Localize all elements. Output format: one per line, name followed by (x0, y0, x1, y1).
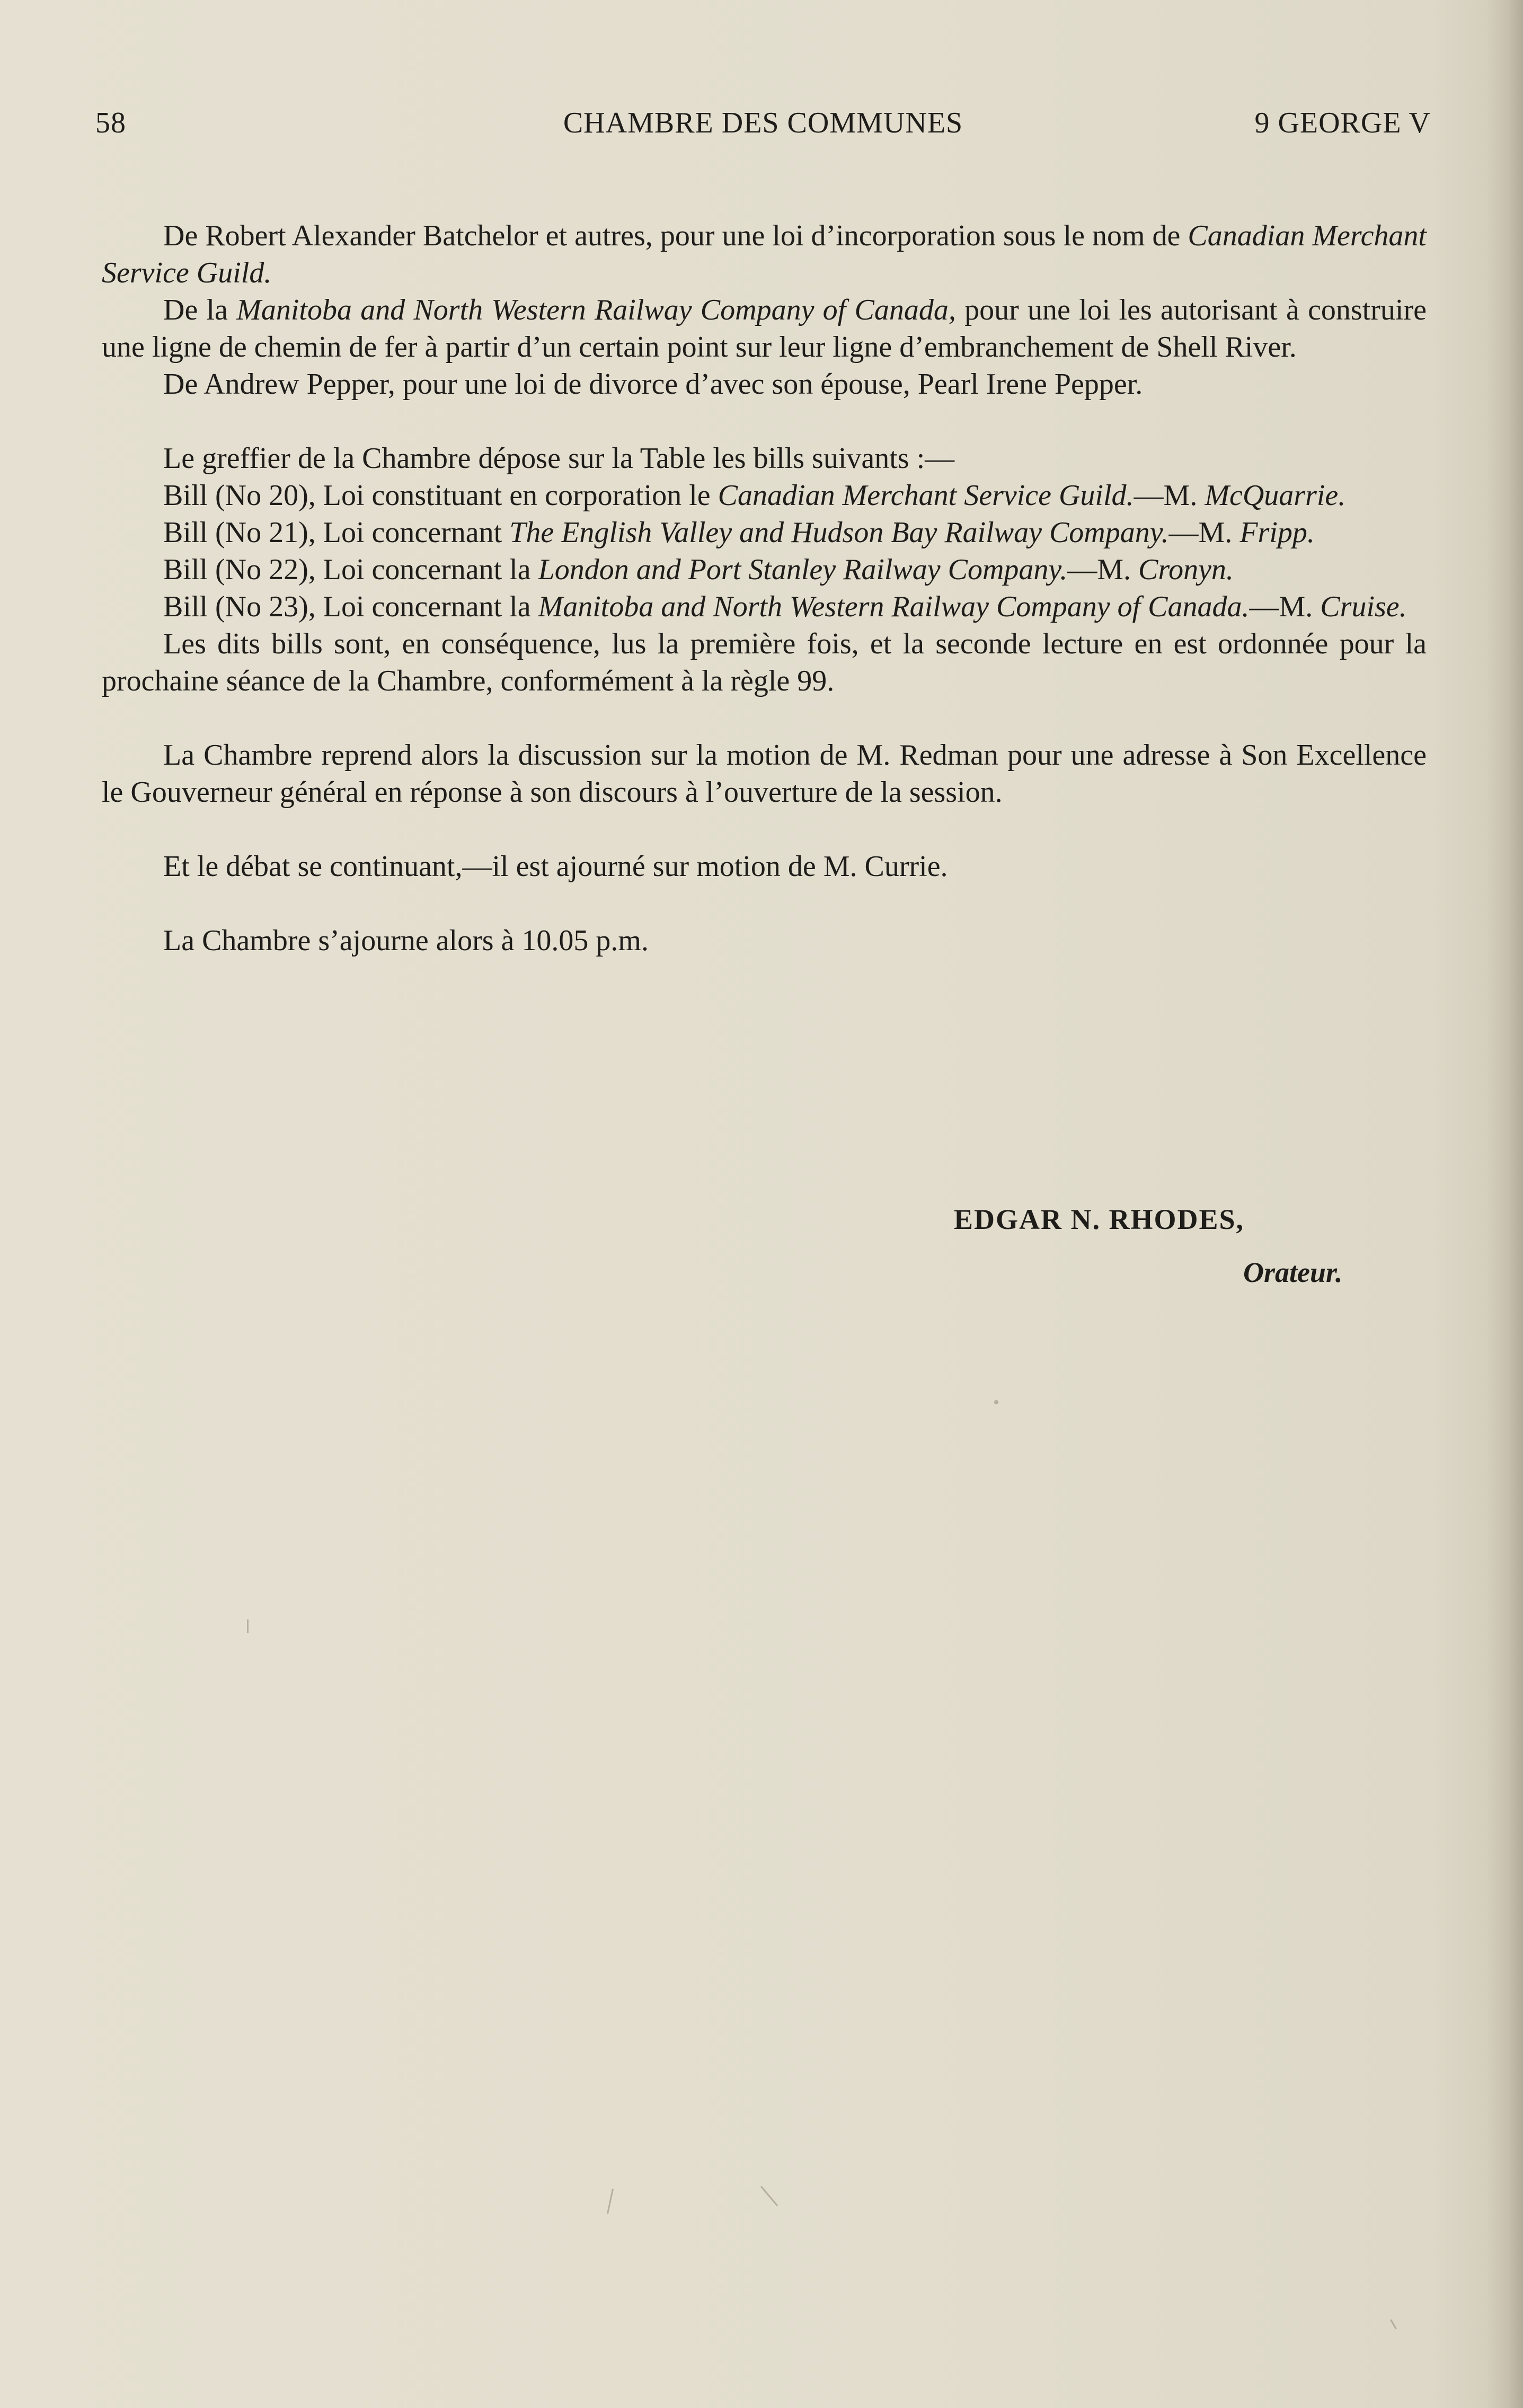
speaker-role: Orateur. (1243, 1256, 1343, 1288)
scan-speck (994, 1400, 998, 1404)
page-number: 58 (95, 107, 126, 139)
bills-first-reading: Les dits bills sont, en conséquence, lus la première fois, et la seconde lecture en est ordonnée pour la prochaine séance de la Chambre, conformément à la règle 99. (102, 627, 1427, 697)
debate-address: La Chambre reprend alors la discussion sur la motion de M. Redman pour une adresse à Son Excellence le Gouverneur général en réponse à son discours à l’ouverture de la session. (102, 739, 1427, 809)
regnal-year: 9 GEORGE V (1254, 107, 1431, 139)
scan-speck (247, 1619, 249, 1633)
running-title: CHAMBRE DES COMMUNES (563, 107, 963, 139)
petition-pepper: De Andrew Pepper, pour une loi de divorce d’avec son épouse, Pearl Irene Pepper. (163, 368, 1143, 401)
petition-manitoba-railway: De la Manitoba and North Western Railway Company of Canada, pour une loi les autorisant à construire une ligne de chemin de fer à partir d’un certain point sur leur ligne d’embranchement de Shell River. (102, 294, 1427, 364)
clerk-tables-bills: Le greffier de la Chambre dépose sur la Table les bills suivants :— (163, 442, 955, 475)
bill-22: Bill (No 22), Loi concernant la London and Port Stanley Railway Company.—M. Cronyn. (163, 553, 1234, 586)
debate-adjourned: Et le débat se continuant,—il est ajourné sur motion de M. Currie. (163, 850, 948, 883)
bill-21: Bill (No 21), Loi concernant The English Valley and Hudson Bay Railway Company.—M. Fripp. (163, 516, 1315, 549)
running-head (95, 106, 1431, 154)
speaker-signature: EDGAR N. RHODES, (954, 1203, 1245, 1235)
page-edge-shadow (1486, 0, 1523, 2408)
petition-batchelor: De Robert Alexander Batchelor et autres, pour une loi d’incorporation sous le nom de Canadian Merchant Service Guild. (102, 219, 1427, 289)
house-adjourns: La Chambre s’ajourne alors à 10.05 p.m. (163, 924, 649, 957)
bill-23: Bill (No 23), Loi concernant la Manitoba and North Western Railway Company of Canada.—M. Cruise. (163, 590, 1407, 623)
journal-text (102, 217, 1427, 959)
bill-20: Bill (No 20), Loi constituant en corporation le Canadian Merchant Service Guild.—M. McQuarrie. (163, 479, 1346, 512)
